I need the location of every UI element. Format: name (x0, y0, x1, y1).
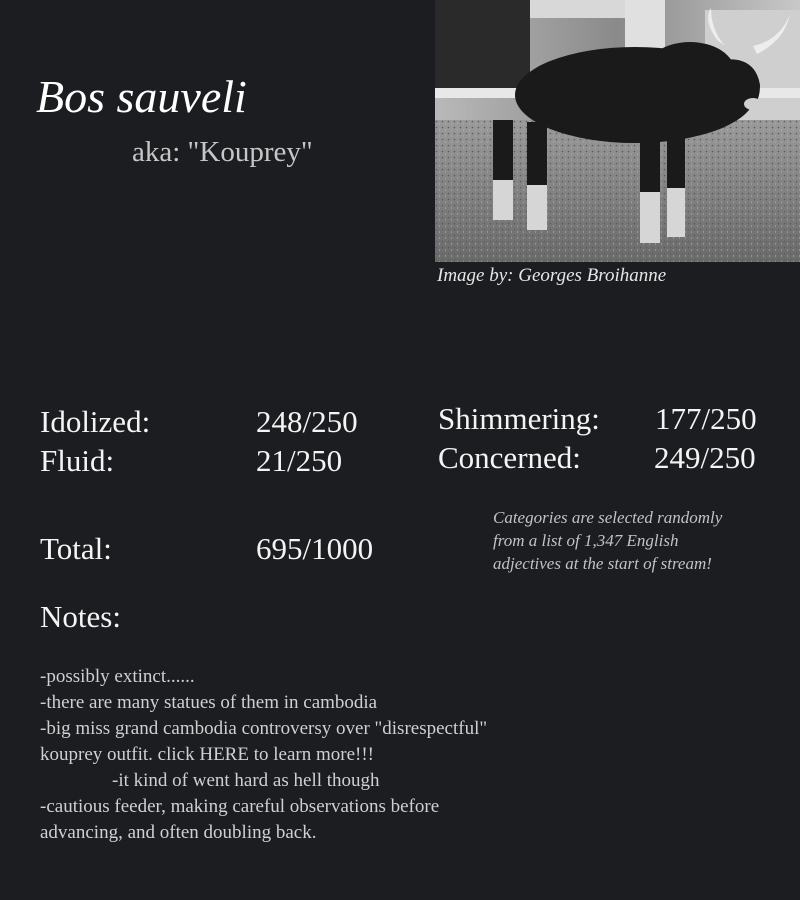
note-item: -there are many statues of them in cambodia (40, 692, 378, 713)
common-name: aka: "Kouprey" (132, 136, 313, 168)
stat-total-value: 695/1000 (256, 531, 374, 566)
stat-concerned-value: 249/250 (654, 440, 756, 475)
stat-fluid-value: 21/250 (256, 443, 343, 478)
note-item (40, 716, 500, 768)
stat-idolized-value: 248/250 (256, 404, 358, 439)
stat-shimmering-label: Shimmering: (438, 401, 600, 436)
note-item: -possibly extinct...... (40, 666, 195, 687)
notes-heading: Notes: (40, 599, 121, 634)
photo-credit: Image by: Georges Broihanne (437, 265, 667, 286)
stat-fluid-label: Fluid: (40, 443, 115, 478)
note-item: -it kind of went hard as hell though (112, 770, 380, 791)
species-title: Bos sauveli (36, 71, 247, 122)
categories-note: Categories are selected randomly from a list of 1,347 English adjectives at the start of stream! (493, 508, 723, 573)
note-text: -big miss grand cambodia controversy over "disrespectful" kouprey outfit. click (40, 718, 488, 765)
note-text: to learn more!!! (248, 744, 374, 765)
stat-concerned-label: Concerned: (438, 440, 581, 475)
stat-total-label: Total: (40, 531, 112, 566)
notes-list (40, 664, 500, 846)
here-link[interactable]: HERE (199, 744, 249, 765)
kouprey-photo (435, 0, 800, 262)
stat-shimmering-value: 177/250 (655, 401, 757, 436)
stat-idolized-label: Idolized: (40, 404, 151, 439)
note-item: -cautious feeder, making careful observations before advancing, and often doubling back. (40, 796, 440, 843)
